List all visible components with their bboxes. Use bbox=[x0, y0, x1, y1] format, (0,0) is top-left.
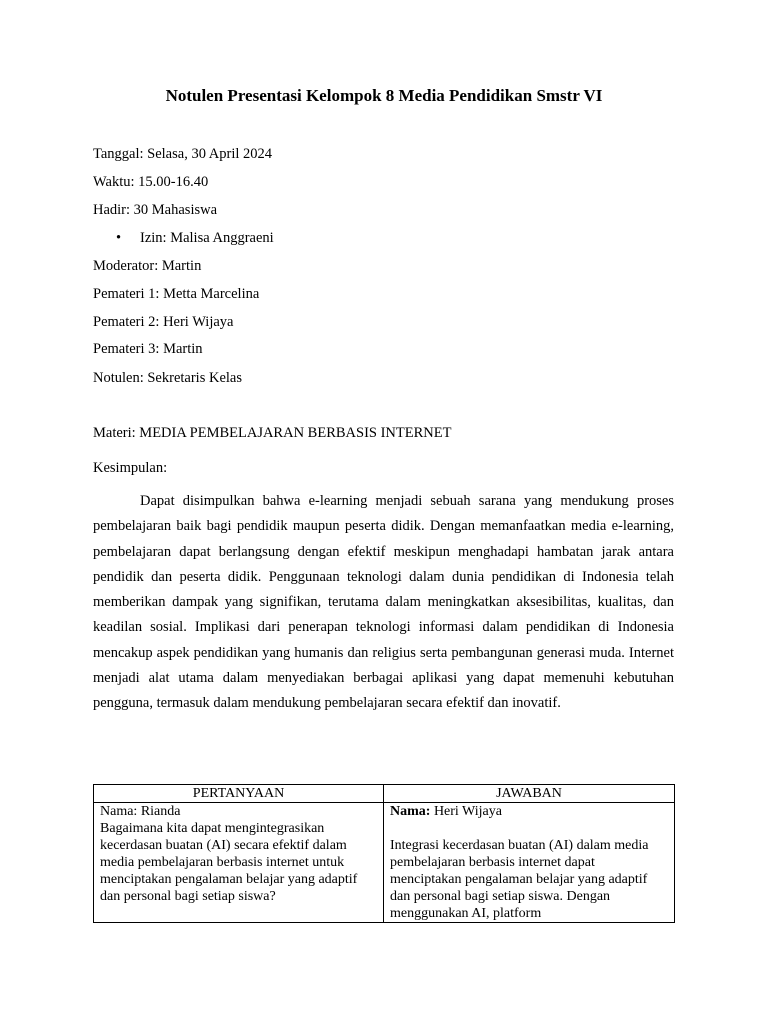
blank-line bbox=[390, 820, 668, 837]
answer-name-label: Nama: bbox=[390, 804, 431, 819]
header-pertanyaan: PERTANYAAN bbox=[94, 785, 384, 803]
bullet-icon: • bbox=[116, 230, 122, 246]
header-jawaban: JAWABAN bbox=[384, 785, 675, 803]
info-pemateri-2: Pemateri 2: Heri Wijaya bbox=[93, 314, 234, 330]
kesimpulan-paragraph: Dapat disimpulkan bahwa e-learning menjadi sebuah sarana yang mendukung proses pembelajaran baik bagi pendidik maupun peserta didik. Dengan memanfaatkan media e-learning, pembelajaran dapat berlangsung dengan efektif meskipun menghadapi hambatan jarak antara pendidik dan peserta didik. Penggunaan teknologi dalam dunia pendidikan di Indonesia telah memberikan dampak yang signifikan, terutama dalam meningkatkan aksesibilitas, kualitas, dan keadilan sosial. Implikasi dari penerapan teknologi informasi dalam pendidikan di Indonesia mencakup aspek pendidikan yang humanis dan religius serta pembangunan generasi muda. Internet menjadi alat utama dalam menyediakan berbagai aplikasi yang dapat memenuhi kebutuhan pengguna, termasuk dalam mendukung pembelajaran secara efektif dan inovatif. bbox=[93, 493, 674, 712]
answer-cell bbox=[384, 803, 675, 923]
info-notulen: Notulen: Sekretaris Kelas bbox=[93, 370, 242, 386]
question-text: Bagaimana kita dapat mengintegrasikan kecerdasan buatan (AI) secara efektif dalam media pembelajaran berbasis internet untuk menciptakan pengalaman belajar yang adaptif dan personal bagi setiap siswa? bbox=[100, 821, 358, 904]
table-header-row bbox=[94, 785, 675, 803]
kesimpulan-label: Kesimpulan: bbox=[93, 460, 168, 476]
question-cell bbox=[94, 803, 384, 923]
info-pemateri-1: Pemateri 1: Metta Marcelina bbox=[93, 286, 260, 302]
answer-name-value: Heri Wijaya bbox=[430, 804, 502, 819]
info-izin: Izin: Malisa Anggraeni bbox=[140, 230, 274, 246]
info-pemateri-3: Pemateri 3: Martin bbox=[93, 341, 203, 357]
info-moderator: Moderator: Martin bbox=[93, 258, 202, 274]
info-tanggal: Tanggal: Selasa, 30 April 2024 bbox=[93, 146, 272, 162]
answer-name bbox=[390, 803, 668, 820]
info-hadir: Hadir: 30 Mahasiswa bbox=[93, 202, 218, 218]
materi-heading: Materi: MEDIA PEMBELAJARAN BERBASIS INTERNET bbox=[93, 425, 452, 441]
page-title: Notulen Presentasi Kelompok 8 Media Pendidikan Smstr VI bbox=[165, 86, 603, 105]
answer-text: Integrasi kecerdasan buatan (AI) dalam media pembelajaran berbasis internet dapat menciptakan pengalaman belajar yang adaptif dan personal bagi setiap siswa. Dengan menggunakan AI, platform bbox=[390, 838, 649, 921]
qa-table bbox=[93, 784, 675, 923]
table-row bbox=[94, 803, 675, 923]
question-name: Nama: Rianda bbox=[100, 804, 181, 819]
info-izin-item bbox=[116, 230, 274, 247]
info-waktu: Waktu: 15.00-16.40 bbox=[93, 174, 209, 190]
